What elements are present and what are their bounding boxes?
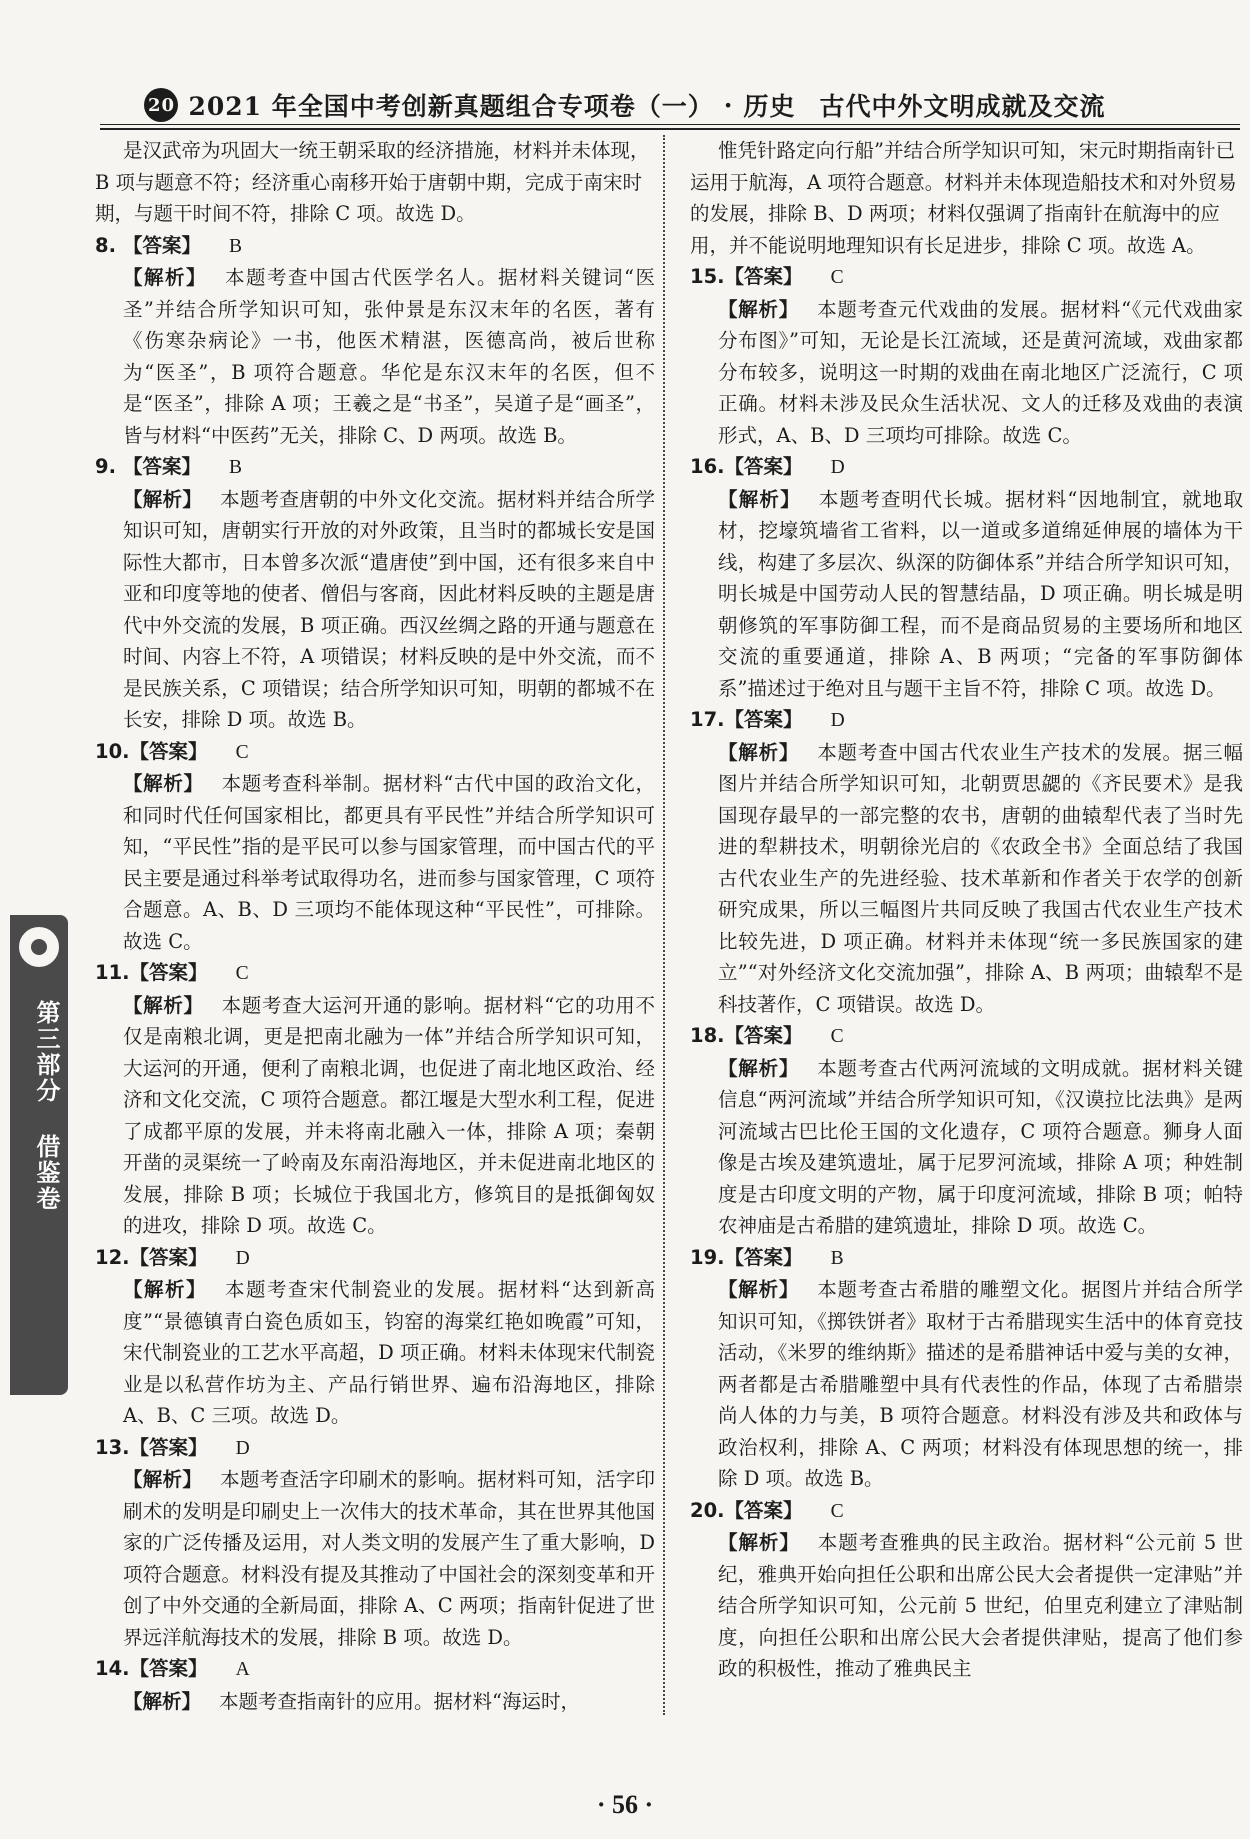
answer-value: C bbox=[830, 1026, 844, 1047]
answer-line bbox=[690, 1495, 1243, 1528]
explanation-text: 本题考查元代戏曲的发展。据材料“《元代戏曲家分布图》”可知，无论是长江流域，还是黄河流域，戏曲家都分布较多，说明这一时期的戏曲在南北地区广泛流行，C 项正确。材料未涉及民众生活状况、文人的迁移及戏曲的表演形式，A、B、D 三项均可排除。故选 C。 bbox=[718, 297, 1243, 447]
explanation-tag: 【解析】 bbox=[123, 1278, 208, 1301]
explanation-tag: 【解析】 bbox=[718, 297, 800, 321]
explanation-tag: 【解析】 bbox=[718, 487, 801, 511]
question-number: 11. bbox=[95, 961, 130, 984]
explanation-tag: 【解析】 bbox=[123, 487, 203, 511]
answer-item bbox=[95, 1242, 655, 1432]
question-number: 12. bbox=[95, 1245, 130, 1269]
answer-tag: 【答案】 bbox=[724, 1245, 803, 1269]
explanation bbox=[123, 990, 655, 1242]
answer-value: D bbox=[235, 1247, 250, 1269]
header-rule-thick bbox=[100, 128, 1240, 130]
question-number: 9. bbox=[95, 455, 116, 478]
explanation-tag: 【解析】 bbox=[123, 1468, 203, 1491]
answer-line bbox=[690, 704, 1243, 737]
answer-tag: 【答案】 bbox=[724, 455, 803, 478]
header-title: 2021 年全国中考创新真题组合专项卷（一） bbox=[188, 92, 714, 121]
answer-tag: 【答案】 bbox=[724, 265, 803, 288]
explanation-tag: 【解析】 bbox=[123, 266, 208, 289]
answer-item bbox=[690, 261, 1243, 451]
answer-value: C bbox=[235, 963, 249, 984]
answer-tag: 【答案】 bbox=[724, 708, 803, 731]
explanation bbox=[123, 262, 655, 451]
answer-item bbox=[95, 230, 655, 452]
explanation bbox=[123, 1274, 655, 1432]
answer-line bbox=[690, 1020, 1243, 1053]
answer-line bbox=[95, 736, 655, 769]
explanation-text: 本题考查古希腊的雕塑文化。据图片并结合所学知识可知，《掷铁饼者》取材于古希腊现实生活中的体育竞技活动，《米罗的维纳斯》描述的是希腊神话中爱与美的女神，两者都是古希腊雕塑中具有代表性的作品，体现了古希腊崇尚人体的力与美，B 项符合题意。材料没有涉及共和政体与政治权利，排除 A、C 两项；材料没有体现思想的统一，排除 D 项。故选 B。 bbox=[718, 1278, 1243, 1490]
explanation-text: 本题考查古代两河流域的文明成就。据材料关键信息“两河流域”并结合所学知识可知，《汉谟拉比法典》是两河流域古巴比伦王国的文化遗存，C 项符合题意。狮身人面像是古埃及建筑遗址，属于尼罗河流域，排除 A 项；种姓制度是古印度文明的产物，属于印度河流域，排除 B 项；帕特农神庙是古希腊的建筑遗址，排除 D 项。故选 C。 bbox=[718, 1056, 1243, 1237]
answer-value: B bbox=[229, 235, 243, 257]
answer-tag: 【答案】 bbox=[129, 1245, 208, 1269]
explanation-text: 本题考查明代长城。据材料“因地制宜，就地取材，挖壕筑墙省工省料，以一道或多道绵延伸展的墙体为干线，构建了多层次、纵深的防御体系”并结合所学知识可知，明长城是中国劳动人民的智慧结晶，D 项正确。明长城是明朝修筑的军事防御工程，而不是商品贸易的主要场所和地区交流的重要通道，排除 A、B 两项；“完备的军事防御体系”描述过于绝对且与题干主旨不符，排除 C 项。故选 D。 bbox=[718, 487, 1243, 700]
explanation-text: 本题考查雅典的民主政治。据材料“公元前 5 世纪，雅典开始向担任公职和出席公民大会者提供一定津贴”并结合所学知识可知，公元前 5 世纪，伯里克利建立了津贴制度，向担任公职和出席公民大会者提供津贴，提高了他们参政的积极性，推动了雅典民主 bbox=[718, 1531, 1243, 1680]
column-divider bbox=[663, 135, 665, 1715]
explanation-text: 本题考查大运河开通的影响。据材料“它的功用不仅是南粮北调，更是把南北融为一体”并结合所学知识可知，大运河的开通，便利了南粮北调，也促进了南北地区政治、经济和文化交流，C 项符合题意。都江堰是大型水利工程，促进了成都平原的发展，并未将南北融入一体，排除 A 项；秦朝开凿的灵渠统一了岭南及东南沿海地区，并未促进南北地区的发展，排除 B 项；长城位于我国北方，修筑目的是抵御匈奴的进攻，排除 D 项。故选 C。 bbox=[123, 993, 655, 1237]
question-number: 8. bbox=[95, 233, 116, 257]
explanation bbox=[718, 294, 1243, 452]
answer-item bbox=[690, 1242, 1243, 1495]
question-number: 15. bbox=[690, 265, 725, 288]
explanation bbox=[718, 737, 1243, 1021]
explanation-text: 本题考查中国古代农业生产技术的发展。据三幅图片并结合所学知识可知，北朝贾思勰的《齐民要术》是我国现存最早的一部完整的农书，唐朝的曲辕犁代表了当时先进的犁耕技术，明朝徐光启的《农政全书》全面总结了我国古代农业生产的先进经验、技术革新和作者关于农学的创新研究成果，所以三幅图片共同反映了我国古代农业生产技术比较先进，D 项正确。材料并未体现“统一多民族国家的建立”“对外经济文化交流加强”，排除 A、B 两项；曲辕犁不是科技著作，C 项错误。故选 D。 bbox=[718, 740, 1243, 1016]
continuation-text: 惟凭针路定向行船”并结合所学知识可知，宋元时期指南针已运用于航海，A 项符合题意。材料并未体现造船技术和对外贸易的发展，排除 B、D 两项；材料仅强调了指南针在航海中的应用，并不能说明地理知识有长足进步，排除 C 项。故选 A。 bbox=[690, 139, 1237, 257]
header-rule bbox=[100, 124, 1240, 125]
explanation bbox=[718, 1053, 1243, 1242]
answer-line bbox=[95, 451, 655, 484]
answer-value: C bbox=[830, 1500, 844, 1522]
answer-tag: 【答案】 bbox=[129, 739, 208, 763]
answer-value: B bbox=[229, 457, 243, 478]
answer-line bbox=[690, 451, 1243, 484]
answer-line bbox=[95, 1653, 655, 1686]
left-items bbox=[95, 230, 655, 1718]
right-column bbox=[690, 135, 1243, 1685]
answer-item bbox=[95, 1653, 655, 1717]
answer-value: C bbox=[830, 267, 844, 288]
answer-tag: 【答案】 bbox=[724, 1498, 803, 1522]
answer-item bbox=[95, 957, 655, 1242]
explanation-tag: 【解析】 bbox=[718, 1056, 800, 1080]
explanation bbox=[123, 768, 655, 957]
answer-item bbox=[95, 1432, 655, 1654]
explanation-tag: 【解析】 bbox=[718, 1531, 800, 1554]
answer-value: B bbox=[830, 1247, 844, 1269]
answer-line bbox=[95, 1432, 655, 1465]
answer-tag: 【答案】 bbox=[123, 233, 202, 257]
explanation bbox=[718, 1274, 1243, 1495]
answer-line bbox=[690, 1242, 1243, 1275]
answer-item bbox=[690, 1495, 1243, 1685]
explanation-text: 本题考查指南针的应用。据材料“海运时， bbox=[219, 1689, 580, 1713]
answer-line bbox=[95, 957, 655, 990]
explanation-tag: 【解析】 bbox=[123, 1689, 202, 1713]
explanation-tag: 【解析】 bbox=[123, 772, 204, 795]
header-dot: · bbox=[723, 90, 734, 120]
answer-line bbox=[690, 261, 1243, 294]
header-topic: 古代中外文明成就及交流 bbox=[819, 92, 1106, 121]
answer-value: D bbox=[830, 457, 845, 478]
target-icon bbox=[12, 920, 66, 974]
explanation bbox=[123, 484, 655, 736]
question-number: 14. bbox=[95, 1657, 130, 1680]
answer-tag: 【答案】 bbox=[123, 455, 202, 478]
explanation-tag: 【解析】 bbox=[718, 1278, 800, 1301]
page-number: · 56 · bbox=[596, 1790, 654, 1819]
explanation bbox=[123, 1686, 655, 1718]
left-column bbox=[95, 135, 655, 1717]
explanation-text: 本题考查中国古代医学名人。据材料关键词“医圣”并结合所学知识可知，张仲景是东汉末年的名医，著有《伤寒杂病论》一书，他医术精湛，医德高尚，被后世称为“医圣”，B 项符合题意。华佗是东汉末年的名医，但不是“医圣”，排除 A 项；王羲之是“书圣”，吴道子是“画圣”，皆与材料“中医药”无关，排除 C、D 两项。故选 B。 bbox=[123, 266, 655, 447]
question-number: 19. bbox=[690, 1245, 725, 1269]
answer-item bbox=[95, 736, 655, 958]
answer-value: C bbox=[235, 741, 249, 763]
header-subject: 历史 bbox=[743, 92, 796, 121]
explanation-text: 本题考查科举制。据材料“古代中国的政治文化，和同时代任何国家相比，都更具有平民性”并结合所学知识可知，“平民性”指的是平民可以参与国家管理，而中国古代的平民主要是通过科举考试取得功名，进而参与国家管理，C 项符合题意。A、B、D 三项均不能体现这种“平民性”，可排除。故选 C。 bbox=[123, 772, 655, 953]
explanation-tag: 【解析】 bbox=[123, 993, 204, 1017]
right-items bbox=[690, 261, 1243, 1685]
question-number: 17. bbox=[690, 708, 725, 731]
answer-tag: 【答案】 bbox=[129, 1435, 208, 1459]
answer-item bbox=[690, 451, 1243, 704]
page-header bbox=[0, 80, 1250, 130]
question-number: 13. bbox=[95, 1435, 130, 1459]
answer-value: A bbox=[235, 1659, 250, 1680]
answer-item bbox=[95, 451, 655, 736]
explanation bbox=[718, 484, 1243, 705]
question-number: 18. bbox=[690, 1024, 725, 1047]
answer-line bbox=[95, 1242, 655, 1275]
explanation-text: 本题考查宋代制瓷业的发展。据材料“达到新高度”“景德镇青白瓷色质如玉，钧窑的海棠红艳如晚霞”可知，宋代制瓷业的工艺水平高超，D 项正确。材料未体现宋代制瓷业是以私营作坊为主、产品行销世界、遍布沿海地区，排除 A、B、C 三项。故选 D。 bbox=[123, 1278, 655, 1427]
explanation bbox=[718, 1527, 1243, 1685]
answer-line bbox=[95, 230, 655, 263]
continuation-text: 是汉武帝为巩固大一统王朝采取的经济措施，材料并未体现，B 项与题意不符；经济重心南移开始于唐朝中期，完成于南宋时期，与题干时间不符，排除 C 项。故选 D。 bbox=[95, 139, 650, 225]
explanation-text: 本题考查活字印刷术的影响。据材料可知，活字印刷术的发明是印刷史上一次伟大的技术革命，其在世界其他国家的广泛传播及运用，对人类文明的发展产生了重大影响，D 项符合题意。材料没有提及其推动了中国社会的深刻变革和开创了中外交通的全新局面，排除 A、C 两项；指南针促进了世界远洋航海技术的发展，排除 B 项。故选 D。 bbox=[123, 1468, 655, 1649]
question-number: 10. bbox=[95, 739, 130, 763]
page-badge: 20 bbox=[144, 88, 178, 122]
side-tab-label: 第三部分 借鉴卷 bbox=[32, 1000, 60, 1212]
answer-item bbox=[690, 704, 1243, 1020]
answer-tag: 【答案】 bbox=[129, 961, 208, 984]
answer-value: D bbox=[830, 710, 845, 731]
answer-tag: 【答案】 bbox=[129, 1657, 208, 1680]
explanation-tag: 【解析】 bbox=[718, 740, 800, 764]
question-number: 16. bbox=[690, 455, 725, 478]
question-number: 20. bbox=[690, 1498, 725, 1522]
answer-item bbox=[690, 1020, 1243, 1242]
explanation bbox=[123, 1464, 655, 1653]
explanation-text: 本题考查唐朝的中外文化交流。据材料并结合所学知识可知，唐朝实行开放的对外政策，且当时的都城长安是国际性大都市，日本曾多次派“遣唐使”到中国，还有很多来自中亚和印度等地的使者、僧侣与客商，因此材料反映的主题是唐代中外交流的发展，B 项正确。西汉丝绸之路的开通与题意在时间、内容上不符，A 项错误；材料反映的是中外交流，而不是民族关系，C 项错误；结合所学知识可知，明朝的都城不在长安，排除 D 项。故选 B。 bbox=[123, 487, 655, 731]
answer-value: D bbox=[235, 1437, 250, 1459]
answer-tag: 【答案】 bbox=[724, 1024, 803, 1047]
